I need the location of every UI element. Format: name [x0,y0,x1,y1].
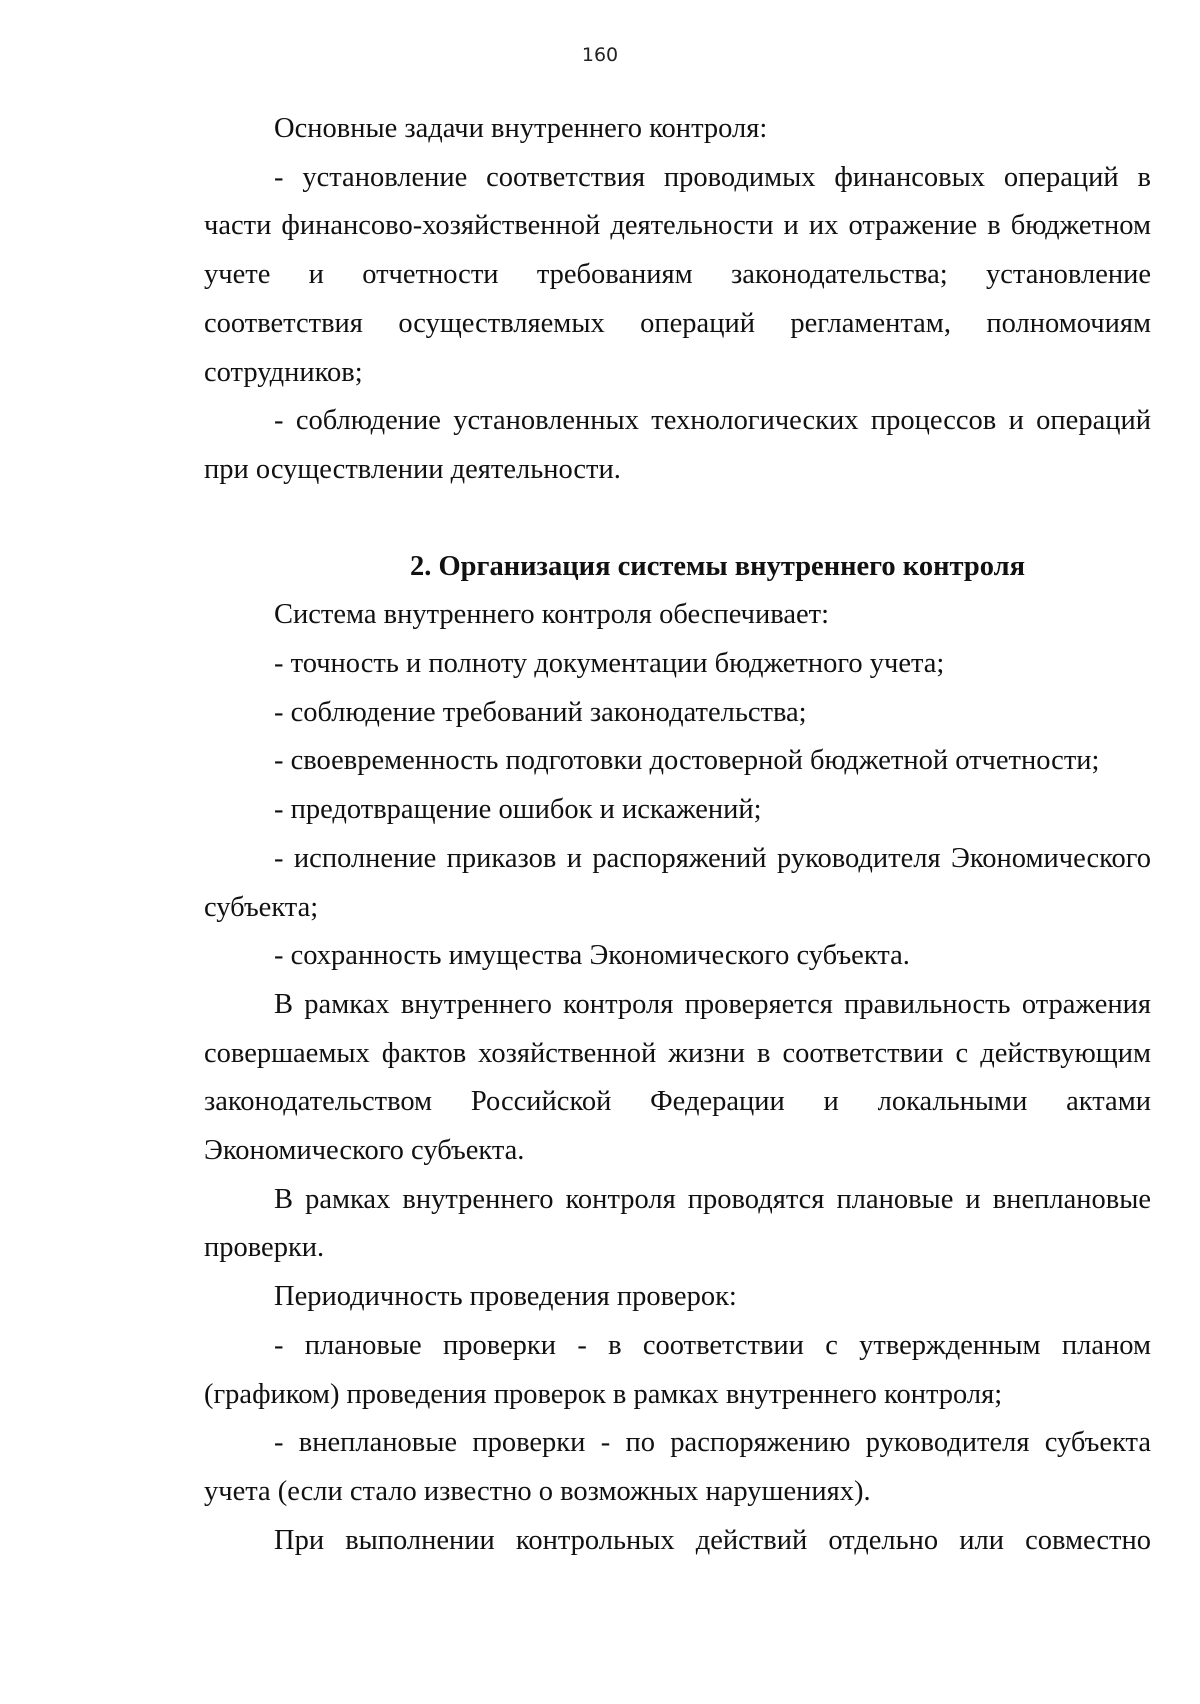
paragraph-tasks-intro: Основные задачи внутреннего контроля: [274,113,768,144]
paragraph-periodicity: Периодичность проведения проверок: [274,1281,737,1313]
list-item-orders: - исполнение приказов и распоряжений руководителя Экономического субъекта; [204,842,1151,923]
section-heading: 2. Организация системы внутреннего контроля [409,550,1025,582]
list-item-planned-inspections: - плановые проверки - в соответствии с утвержденным планом (графиком) проведения проверок в рамках внутреннего контроля; [204,1329,1151,1410]
paragraph-task-processes: - соблюдение установленных технологических процессов и операций при осуществлении деятельности. [204,405,1151,485]
paragraph-control-actions: При выполнении контрольных действий отдельно или совместно [274,1524,1151,1556]
paragraph-task-compliance: - установление соответствия проводимых финансовых операций в части финансово-хозяйственной деятельности и их отражение в бюджетном учете и отчетности требованиям законодательства; установление соответствия осуществляемых операций регламентам, полномочиям сотрудников; [204,161,1151,388]
paragraph-inspections: В рамках внутреннего контроля проводятся плановые и внеплановые проверки. [204,1183,1151,1264]
list-item-timeliness: - своевременность подготовки достоверной бюджетной отчетности; [274,745,1100,777]
list-item-unplanned-inspections: - внеплановые проверки - по распоряжению руководителя субъекта учета (если стало известно о возможных нарушениях). [204,1427,1151,1507]
list-item-error-prevention: - предотвращение ошибок и искажений; [274,794,762,826]
list-item-accuracy: - точность и полноту документации бюджетного учета; [274,648,945,680]
list-item-property: - сохранность имущества Экономического субъекта. [274,940,910,972]
list-item-legislation: - соблюдение требований законодательства; [274,696,807,728]
paragraph-control-scope: В рамках внутреннего контроля проверяется правильность отражения совершаемых фактов хозяйственной жизни в соответствии с действующим законодательством Российской Федерации и локальными актами Экономического субъекта. [204,988,1151,1167]
document-body [204,105,1151,1565]
page-number: 160 [581,44,619,66]
paragraph-system-intro: Система внутреннего контроля обеспечивает: [274,599,829,631]
